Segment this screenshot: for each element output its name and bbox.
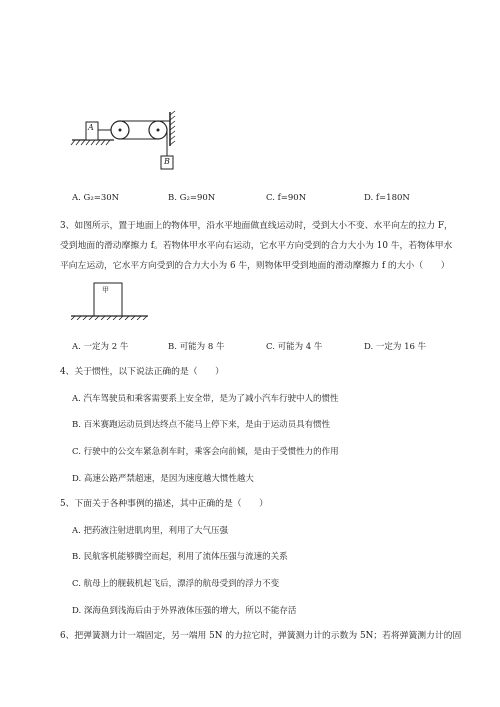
q3-option-d: D. 一定为 16 牛: [364, 342, 427, 352]
pulley-diagram: [70, 110, 185, 172]
block-b-label: B: [164, 157, 170, 166]
q6-stem: 6、把弹簧测力计一端固定，另一端用 5N 的力拉它时，弹簧测力计的示数为 5N；若将弹簧测力计的固: [60, 631, 462, 641]
q4-option-c: C. 行驶中的公交车紧急刹车时，乘客会向前倾，是由于受惯性力的作用: [72, 447, 339, 457]
q4-option-b: B. 百米赛跑运动员到达终点不能马上停下来，是由于运动员具有惯性: [72, 420, 331, 430]
q3-option-c: C. 可能为 4 牛: [266, 342, 323, 352]
q3-option-a: A. 一定为 2 牛: [72, 342, 129, 352]
q5-option-d: D. 深海鱼到浅海后由于外界液体压强的增大，所以不能存活: [72, 606, 297, 616]
block-diagram-svg: [70, 280, 150, 320]
q5-stem: 5、下面关于各种事例的描述，其中正确的是（ ）: [60, 499, 268, 509]
q3-line-2: 受到地面的滑动摩擦力 f。若物体甲水平向右运动，它水平方向受到的合力大小为 10 牛，若物体甲水: [60, 241, 453, 251]
q5-option-a: A. 把药液注射进肌肉里，利用了大气压强: [72, 526, 229, 536]
q4-option-a: A. 汽车驾驶员和乘客需要系上安全带，是为了减小汽车行驶中人的惯性: [72, 394, 339, 404]
block-a-label: A: [88, 123, 94, 132]
block-diagram: [70, 280, 150, 320]
q2-option-d: D. f=180N: [364, 193, 410, 203]
q3-line-1: 3、如图所示，置于地面上的物体甲，沿水平地面做直线运动时，受到大小不变、水平向左的拉力 F，: [60, 221, 453, 231]
q5-option-c: C. 航母上的舰载机起飞后，漂浮的航母受到的浮力不变: [72, 579, 280, 589]
q4-option-d: D. 高速公路严禁超速，是因为速度越大惯性越大: [72, 474, 254, 484]
q5-option-b: B. 民航客机能够腾空而起，利用了流体压强与流速的关系: [72, 552, 288, 562]
q3-line-3: 平向左运动，它水平方向受到的合力大小为 6 牛，则物体甲受到地面的滑动摩擦力 f 的大小（ ）: [60, 261, 450, 271]
q2-option-a: A. G₂=30N: [72, 193, 120, 203]
q2-option-b: B. G₂=90N: [168, 193, 216, 203]
block-jia-label: 甲: [102, 286, 109, 294]
q2-option-c: C. f=90N: [266, 193, 307, 203]
q3-option-b: B. 可能为 8 牛: [168, 342, 225, 352]
q4-stem: 4、关于惯性，以下说法正确的是（ ）: [60, 367, 224, 377]
